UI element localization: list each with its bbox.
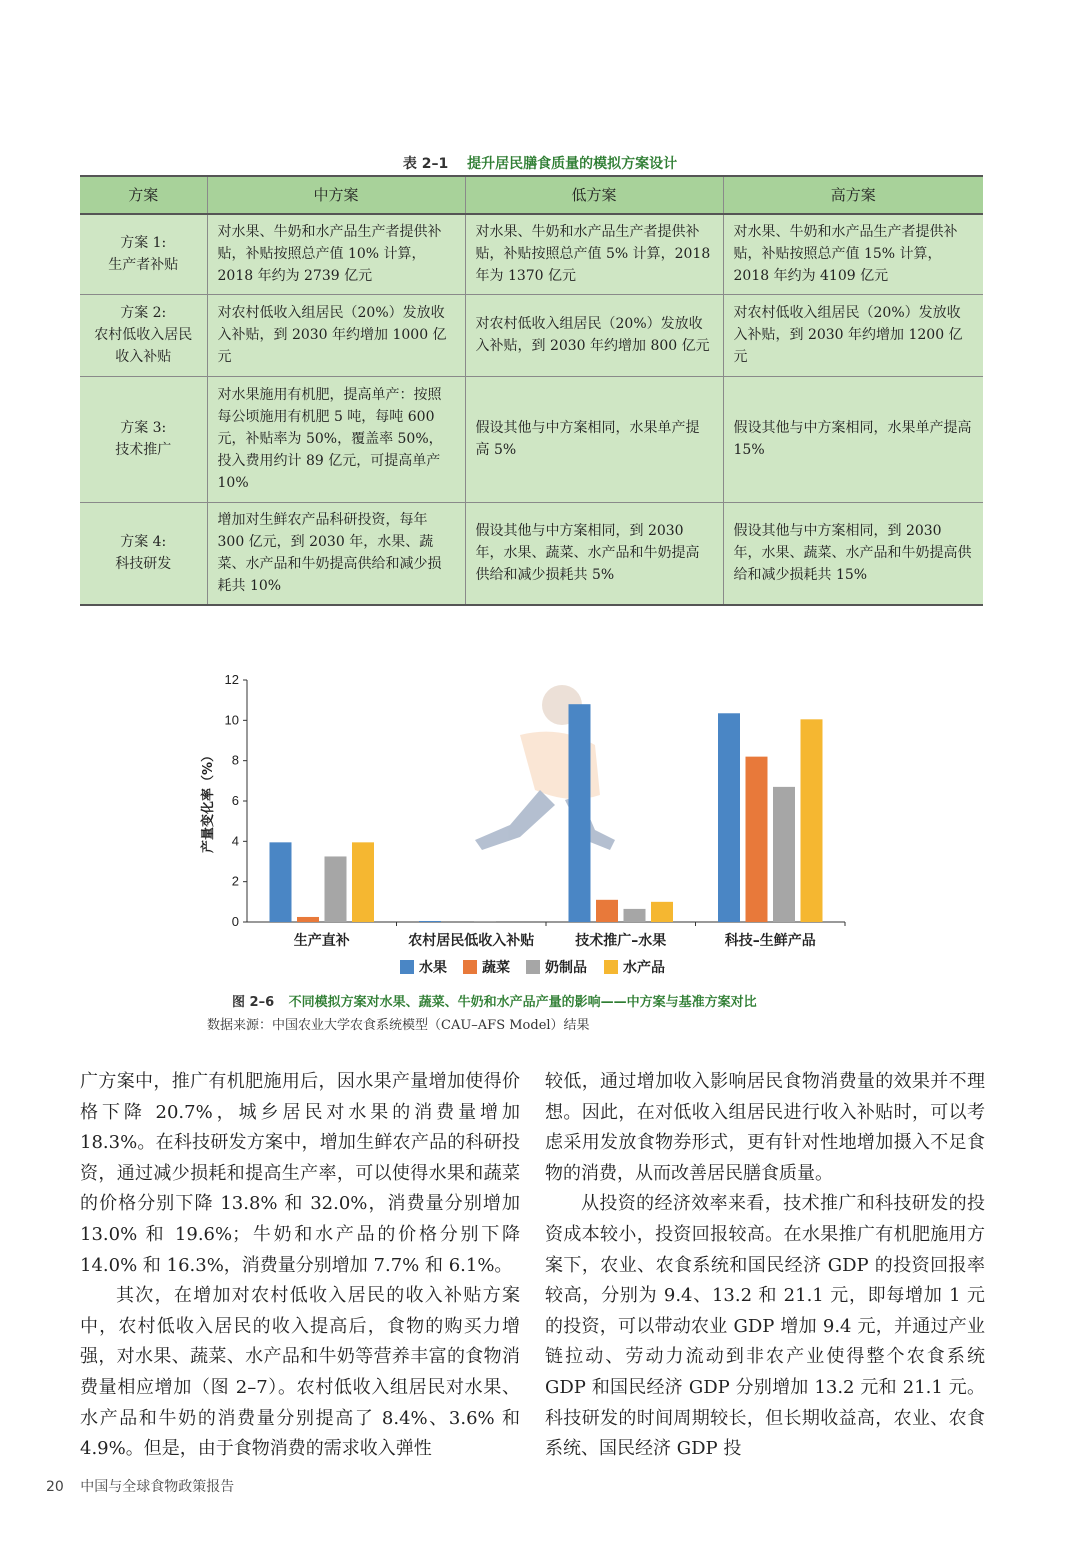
legend-swatch	[604, 960, 618, 974]
cell-high: 假设其他与中方案相同，到 2030 年，水果、蔬菜、水产品和牛奶提高供给和减少损耗共 15%	[723, 502, 983, 605]
legend-label: 蔬菜	[482, 960, 510, 976]
bar-奶制品	[624, 909, 646, 922]
bar-蔬菜	[596, 900, 618, 922]
bar-奶制品	[325, 856, 347, 922]
bar-水果	[419, 921, 441, 922]
row-name: 方案 1: 生产者补贴	[80, 214, 207, 294]
figure-number: 图 2–6	[232, 995, 275, 1010]
x-tick-label: 技术推广–水果	[575, 933, 667, 949]
page-number: 20	[46, 1479, 64, 1495]
bar-水产品	[801, 719, 823, 922]
bar-水果	[569, 704, 591, 922]
y-axis-label: 产量变化率（%）	[201, 748, 216, 854]
table-row	[80, 294, 983, 376]
table-row	[80, 376, 983, 502]
bar-chart	[190, 665, 850, 985]
figure-source: 数据来源：中国农业大学农食系统模型（CAU–AFS Model）结果	[207, 1018, 590, 1033]
cell-mid: 对水果、牛奶和水产品生产者提供补贴，补贴按照总产值 10% 计算，2018 年约为 2739 亿元	[207, 214, 465, 294]
y-tick-label: 8	[231, 752, 239, 768]
cell-low: 假设其他与中方案相同，到 2030 年，水果、蔬菜、水产品和牛奶提高供给和减少损耗共 5%	[465, 502, 723, 605]
header-mid: 中方案	[207, 176, 465, 214]
row-name: 方案 2: 农村低收入居民收入补贴	[80, 294, 207, 376]
table-header-row	[80, 176, 983, 214]
row-name: 方案 3: 技术推广	[80, 376, 207, 502]
cell-high: 对水果、牛奶和水产品生产者提供补贴，补贴按照总产值 15% 计算，2018 年约为 4109 亿元	[723, 214, 983, 294]
cell-mid: 对水果施用有机肥，提高单产：按照每公顷施用有机肥 5 吨，每吨 600 元，补贴率为 50%，覆盖率 50%，投入费用约计 89 亿元，可提高单产 10%	[207, 376, 465, 502]
legend-label: 水果	[419, 960, 447, 976]
row-name: 方案 4: 科技研发	[80, 502, 207, 605]
book-title: 中国与全球食物政策报告	[80, 1479, 235, 1495]
table-row	[80, 214, 983, 294]
body-column-right	[545, 1067, 985, 1465]
y-tick-label: 12	[224, 672, 239, 687]
cell-mid: 对农村低收入组居民（20%）发放收入补贴，到 2030 年约增加 1000 亿元	[207, 294, 465, 376]
x-tick-label: 农村居民低收入补贴	[408, 933, 535, 949]
bar-奶制品	[773, 787, 795, 922]
legend-swatch	[400, 960, 414, 974]
table-number: 表 2–1	[402, 156, 449, 172]
legend-label: 水产品	[623, 960, 665, 976]
page-footer	[46, 1476, 234, 1496]
bar-蔬菜	[297, 917, 319, 922]
cell-mid: 增加对生鲜农产品科研投资，每年 300 亿元，到 2030 年，水果、蔬菜、水产品和牛奶提高供给和减少损耗共 10%	[207, 502, 465, 605]
bar-奶制品	[474, 921, 496, 922]
header-high: 高方案	[723, 176, 983, 214]
paragraph: 广方案中，推广有机肥施用后，因水果产量增加使得价格下降 20.7%，城乡居民对水果的消费量增加 18.3%。在科技研发方案中，增加生鲜农产品的科研投资，通过减少损耗和提高生产率，可以使得水果和蔬菜的价格分别下降 13.8% 和 32.0%，消费量分别增加 13.0% 和 19.6%；牛奶和水产品的价格分别下降 14.0% 和 16.3%，消费量分别增加 7.7% 和 6.1%。	[80, 1071, 520, 1276]
legend-swatch	[463, 960, 477, 974]
cell-high: 对农村低收入组居民（20%）发放收入补贴，到 2030 年约增加 1200 亿元	[723, 294, 983, 376]
figure-title: 不同模拟方案对水果、蔬菜、牛奶和水产品产量的影响——中方案与基准方案对比	[288, 995, 757, 1010]
table-row	[80, 502, 983, 605]
bar-水产品	[651, 902, 673, 922]
paragraph: 从投资的经济效率来看，技术推广和科技研发的投资成本较小，投资回报较高。在水果推广有机肥施用方案下，农业、农食系统和国民经济 GDP 的投资回报率较高，分别为 9.4、13.2 和 21.1 元，即每增加 1 元的投资，可以带动农业 GDP 增加 9.4 元，并通过产业链拉动、劳动力流动到非农产业使得整个农食系统 GDP 和国民经济 GDP 分别增加 13.2 元和 21.1 元。科技研发的时间周期较长，但长期收益高，农业、农食系统、国民经济 GDP 投	[545, 1193, 985, 1460]
table-title: 提升居民膳食质量的模拟方案设计	[467, 156, 678, 172]
x-tick-label: 科技–生鲜产品	[724, 933, 816, 949]
y-tick-label: 10	[224, 712, 239, 728]
bar-蔬菜	[746, 757, 768, 922]
legend-label: 奶制品	[545, 960, 587, 976]
cell-low: 假设其他与中方案相同，水果单产提高 5%	[465, 376, 723, 502]
y-tick-label: 6	[231, 793, 239, 808]
header-plan: 方案	[80, 176, 207, 214]
header-low: 低方案	[465, 176, 723, 214]
bar-水果	[270, 842, 292, 922]
y-tick-label: 0	[231, 914, 239, 929]
bar-水产品	[352, 842, 374, 922]
y-tick-label: 4	[231, 833, 239, 849]
cell-low: 对水果、牛奶和水产品生产者提供补贴，补贴按照总产值 5% 计算，2018 年为 1370 亿元	[465, 214, 723, 294]
paragraph: 其次，在增加对农村低收入居民的收入补贴方案中，农村低收入居民的收入提高后，食物的购买力增强，对水果、蔬菜、水产品和牛奶等营养丰富的食物消费量相应增加（图 2–7）。农村低收入组居民对水果、水产品和牛奶的消费量分别提高了 8.4%、3.6% 和 4.9%。但是，由于食物消费的需求收入弹性	[80, 1285, 520, 1460]
y-tick-label: 2	[231, 873, 239, 889]
cell-low: 对农村低收入组居民（20%）发放收入补贴，到 2030 年约增加 800 亿元	[465, 294, 723, 376]
figure-caption	[232, 991, 757, 1010]
plan-table	[80, 175, 983, 606]
x-tick-label: 生产直补	[293, 933, 350, 949]
table-caption	[0, 153, 1080, 173]
body-column-left	[80, 1067, 520, 1465]
paragraph: 较低，通过增加收入影响居民食物消费量的效果并不理想。因此，在对低收入组居民进行收入补贴时，可以考虑采用发放食物券形式，更有针对性地增加摄入不足食物的消费，从而改善居民膳食质量。	[545, 1071, 985, 1184]
bar-水果	[718, 713, 740, 922]
cell-high: 假设其他与中方案相同，水果单产提高 15%	[723, 376, 983, 502]
legend-swatch	[526, 960, 540, 974]
runner-watermark-icon	[475, 685, 615, 850]
